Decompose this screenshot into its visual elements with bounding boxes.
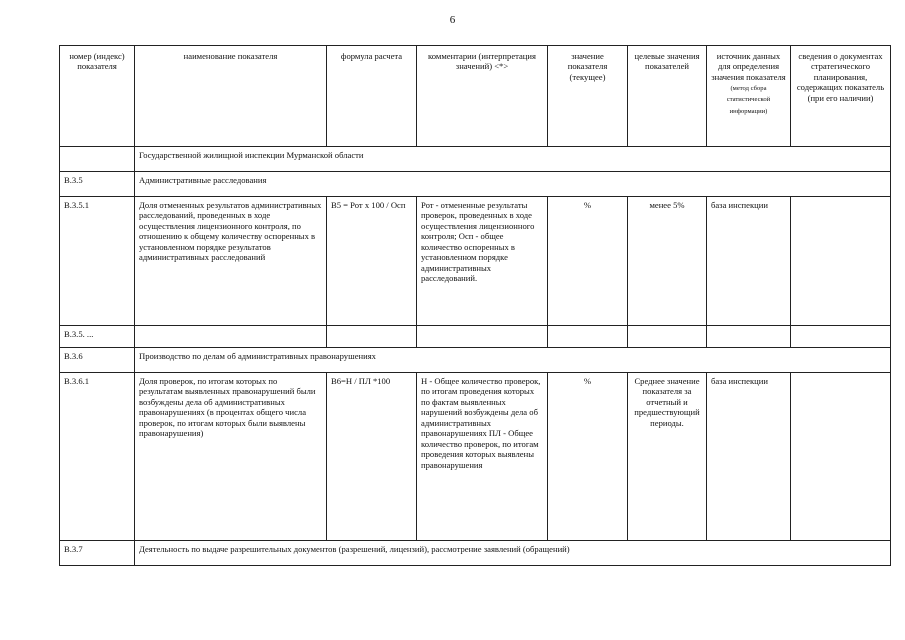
header-name: наименование показателя	[135, 46, 327, 147]
indicator-comment: Рот - отмененные результаты проверок, проведенных в ходе осуществления лицензионного контроля; Осп - общее количество оспоренных в установленном порядке административных расследований.	[417, 197, 548, 326]
indicators-table	[59, 45, 891, 566]
indicator-docs	[791, 373, 891, 541]
indicator-target: менее 5%	[628, 197, 707, 326]
table-row	[60, 326, 891, 348]
header-current-value: значение показателя (текущее)	[548, 46, 628, 147]
header-comments: комментарии (интерпретация значений) <*>	[417, 46, 548, 147]
header-index: номер (индекс) показателя	[60, 46, 135, 147]
header-formula: формула расчета	[327, 46, 417, 147]
indicator-value: %	[548, 373, 628, 541]
indicator-source: база инспекции	[707, 197, 791, 326]
indicator-formula: В5 = Рот х 100 / Осп	[327, 197, 417, 326]
header-data-source-main: источник данных для определения значения показателя	[711, 51, 786, 82]
table-row	[60, 147, 891, 172]
indicator-name: Доля проверок, по итогам которых по результатам выявленных правонарушений были возбуждены дела об административных правонарушениях (в процентах общего числа проверок, по итогам которых были выявлены правонарушения)	[135, 373, 327, 541]
indicator-target: Среднее значение показателя за отчетный и предшествующий периоды.	[628, 373, 707, 541]
indicator-formula: В6=Н / ПЛ *100	[327, 373, 417, 541]
indicator-value: %	[548, 197, 628, 326]
table-row	[60, 373, 891, 541]
row-index: В.3.6	[60, 348, 135, 373]
section-title: Производство по делам об административных правонарушениях	[135, 348, 891, 373]
header-data-source-method: (метод сбора статистической информации)	[726, 85, 771, 115]
table-row	[60, 172, 891, 197]
row-index	[60, 147, 135, 172]
row-index: В.3.5.1	[60, 197, 135, 326]
table-header-row	[60, 46, 891, 147]
header-target-values: целевые значения показателей	[628, 46, 707, 147]
row-index: В.3.7	[60, 541, 135, 566]
page-number: 6	[449, 14, 456, 26]
row-index: В.3.6.1	[60, 373, 135, 541]
section-title: Административные расследования	[135, 172, 891, 197]
row-index: В.3.5. ...	[60, 326, 135, 348]
table-row	[60, 348, 891, 373]
indicator-source: база инспекции	[707, 373, 791, 541]
header-strategic-docs: сведения о документах стратегического планирования, содержащих показатель (при его наличии)	[791, 46, 891, 147]
indicator-docs	[791, 197, 891, 326]
indicator-name: Доля отмененных результатов административных расследований, проведенных в ходе осуществления лицензионного контроля, по отношению к общему количеству оспоренных в установленном порядке результатов административных расследований	[135, 197, 327, 326]
section-title: Государственной жилищной инспекции Мурманской области	[135, 147, 891, 172]
indicator-comment: Н - Общее количество проверок, по итогам проведения которых по фактам выявленных нарушений возбуждены дела об административных правонарушениях ПЛ - Общее количество проверок, по итогам проведения которых выявлены правонарушения	[417, 373, 548, 541]
table-row	[60, 197, 891, 326]
row-index: В.3.5	[60, 172, 135, 197]
table-row	[60, 541, 891, 566]
section-title: Деятельность по выдаче разрешительных документов (разрешений, лицензий), рассмотрение заявлений (обращений)	[135, 541, 891, 566]
header-data-source	[707, 46, 791, 147]
